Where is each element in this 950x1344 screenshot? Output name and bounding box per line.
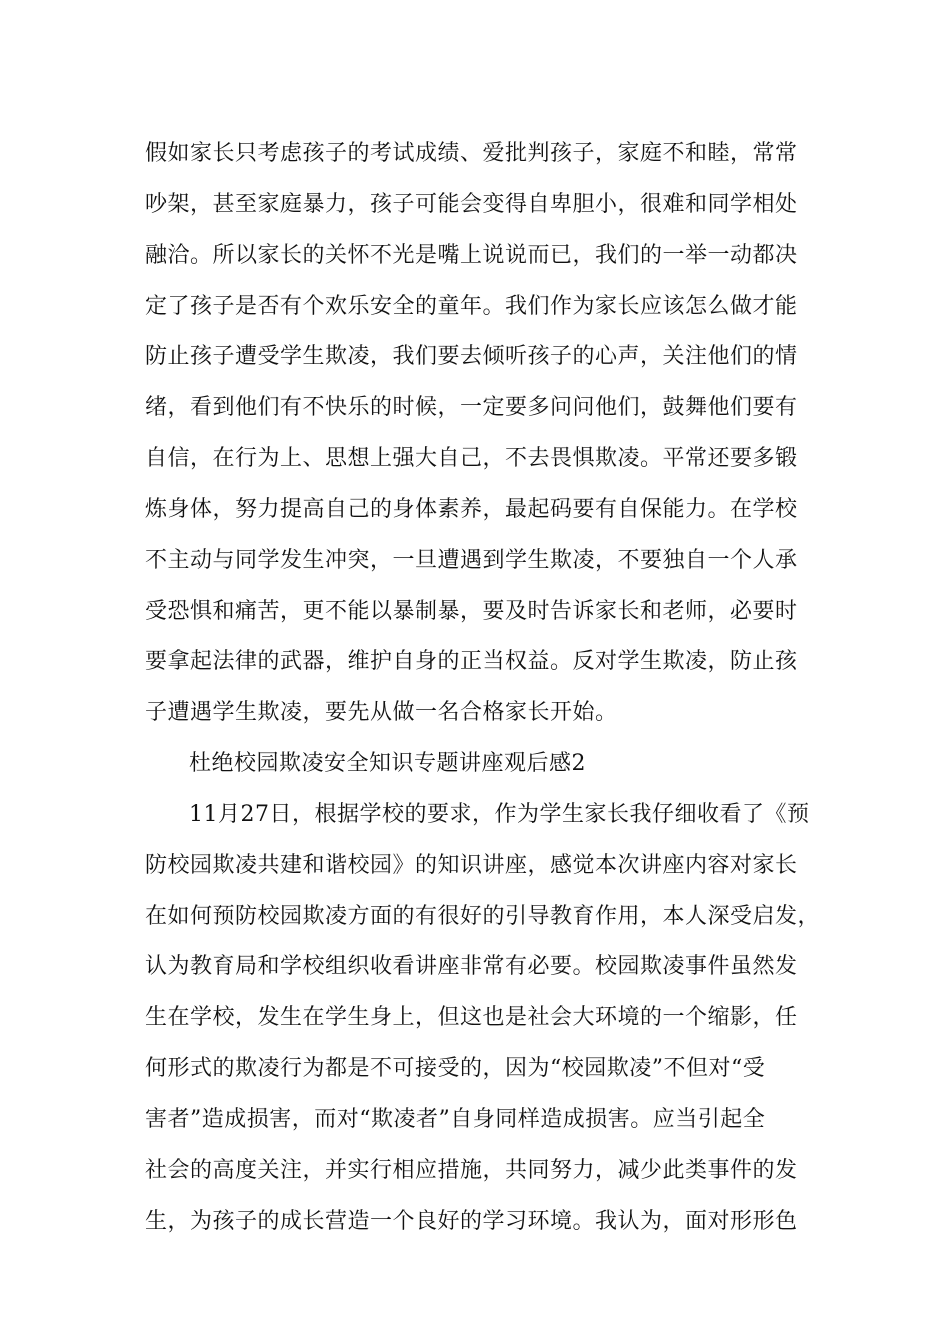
text-line: 生，为孩子的成长营造一个良好的学习环境。我认为，面对形形色 xyxy=(145,1209,798,1234)
text-line: 受恐惧和痛苦，更不能以暴制暴，要及时告诉家长和老师，必要时 xyxy=(145,599,798,624)
text-line: 害者”造成损害，而对“欺凌者”自身同样造成损害。应当引起全 xyxy=(145,1107,766,1132)
text-line: 吵架，甚至家庭暴力，孩子可能会变得自卑胆小，很难和同学相处 xyxy=(145,192,798,217)
text-line: 何形式的欺凌行为都是不可接受的，因为“校园欺凌”不但对“受 xyxy=(145,1056,766,1081)
text-line: 防止孩子遭受学生欺凌，我们要去倾听孩子的心声，关注他们的情 xyxy=(145,344,798,369)
text-line: 生在学校，发生在学生身上，但这也是社会大环境的一个缩影，任 xyxy=(145,1005,798,1030)
text-line: 在如何预防校园欺凌方面的有很好的引导教育作用，本人深受启发， xyxy=(145,904,821,929)
text-line: 社会的高度关注，并实行相应措施，共同努力，减少此类事件的发 xyxy=(145,1158,798,1183)
text-line: 认为教育局和学校组织收看讲座非常有必要。校园欺凌事件虽然发 xyxy=(145,954,798,979)
text-line: 子遭遇学生欺凌，要先从做一名合格家长开始。 xyxy=(145,700,618,725)
text-line: 自信，在行为上、思想上强大自己，不去畏惧欺凌。平常还要多锻 xyxy=(145,446,798,471)
text-line: 要拿起法律的武器，维护自身的正当权益。反对学生欺凌，防止孩 xyxy=(145,649,798,674)
text-line: 假如家长只考虑孩子的考试成绩、爱批判孩子，家庭不和睦，常常 xyxy=(145,141,798,166)
text-line: 绪，看到他们有不快乐的时候，一定要多问问他们，鼓舞他们要有 xyxy=(145,395,798,420)
text-line: 防校园欺凌共建和谐校园》的知识讲座，感觉本次讲座内容对家长 xyxy=(145,853,798,878)
section-title: 杜绝校园欺凌安全知识专题讲座观后感2 xyxy=(189,751,586,776)
text-line: 11月27日，根据学校的要求，作为学生家长我仔细收看了《预 xyxy=(189,802,810,827)
text-line: 不主动与同学发生冲突，一旦遭遇到学生欺凌，不要独自一个人承 xyxy=(145,548,798,573)
text-line: 炼身体，努力提高自己的身体素养，最起码要有自保能力。在学校 xyxy=(145,497,798,522)
text-line: 融洽。所以家长的关怀不光是嘴上说说而已，我们的一举一动都决 xyxy=(145,243,798,268)
text-line: 定了孩子是否有个欢乐安全的童年。我们作为家长应该怎么做才能 xyxy=(145,294,798,319)
